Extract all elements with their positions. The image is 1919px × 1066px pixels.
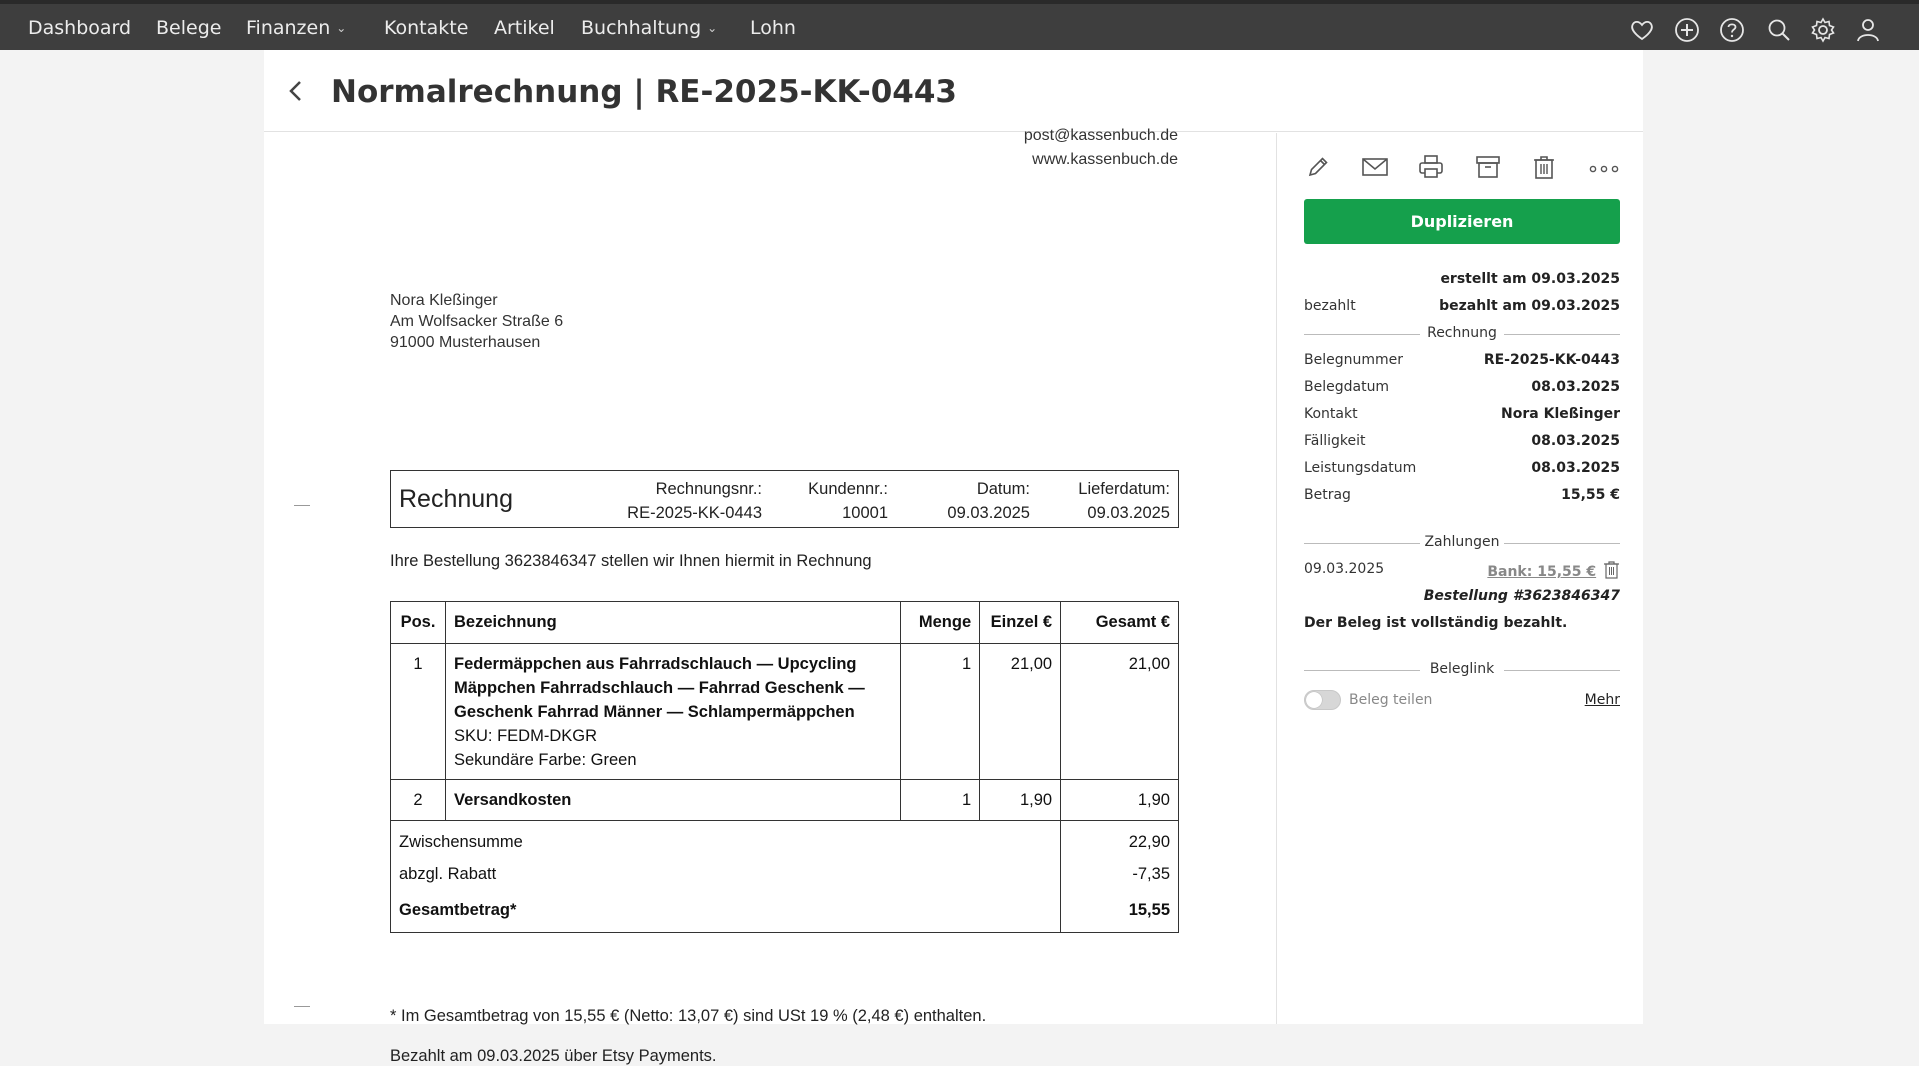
more-link[interactable]: Mehr [1584,692,1620,708]
payment-amount-link[interactable]: Bank: 15,55 € [1487,564,1597,580]
field-value: 08.03.2025 [1531,379,1620,395]
discount-label: abzgl. Rabatt [391,861,1061,891]
discount-row [391,861,1179,891]
top-navigation [0,0,1919,50]
nav-dashboard[interactable]: Dashboard [28,17,132,39]
document-preview [264,127,1276,1065]
field-label: Fälligkeit [1304,433,1366,449]
line-items-table [390,601,1179,933]
nav-belege[interactable]: Belege [156,17,222,39]
delivery-label: Lieferdatum: [1078,480,1170,498]
gear-icon[interactable] [1809,16,1837,44]
payment-reference: Bestellung #3623846347 [1423,588,1620,604]
payment-reference-row [1304,588,1620,610]
item-sku: SKU: FEDM-DKGR [453,727,597,745]
field-label: Belegnummer [1304,352,1403,368]
customer-number-label: Kundennr.: [808,480,888,498]
fully-paid-row [1304,615,1620,637]
payment-note: Bezahlt am 09.03.2025 über Etsy Payments. [390,1047,717,1065]
cell-pos: 2 [391,780,446,821]
delivery-col [1078,477,1170,525]
subtotal-label: Zwischensumme [391,821,1061,861]
customer-number: 10001 [842,504,888,522]
item-color: Sekundäre Farbe: Green [453,751,637,769]
page-title: Normalrechnung | RE-2025-KK-0443 [331,74,957,110]
card-header [264,50,1643,132]
nav-artikel[interactable]: Artikel [494,17,555,39]
fold-mark [294,505,310,506]
section-payments [1304,533,1620,553]
sender-email: post@kassenbuch.de [1023,127,1178,144]
more-icon[interactable] [1588,153,1620,181]
date-col [947,477,1030,525]
nav-kontakte[interactable]: Kontakte [384,17,469,39]
user-icon[interactable] [1854,16,1882,44]
field-label: Betrag [1304,487,1351,503]
edit-icon[interactable] [1304,153,1332,181]
duplicate-button[interactable]: Duplizieren [1304,199,1620,244]
share-row [1304,690,1620,714]
invoice-number-col [627,477,762,525]
invoice-date: 09.03.2025 [947,504,1030,522]
search-icon[interactable] [1765,16,1793,44]
payment-row [1304,561,1620,583]
delivery-date: 09.03.2025 [1087,504,1170,522]
section-invoice [1304,324,1620,344]
cell-unit-price: 21,00 [980,644,1061,780]
invoice-number-label: Rechnungsnr.: [655,480,762,498]
field-row [1304,487,1620,509]
tax-footnote: * Im Gesamtbetrag von 15,55 € (Netto: 13,07 €) sind USt 19 % (2,48 €) enthalten. [390,1007,987,1025]
field-row [1304,460,1620,482]
column-header-pos: Pos. [391,602,446,644]
subtotal-value: 22,90 [1061,821,1179,861]
heart-icon[interactable] [1628,16,1656,44]
cell-description: Versandkosten [445,780,900,821]
field-row [1304,406,1620,428]
field-label: Kontakt [1304,406,1358,422]
payment-amount-group [1487,561,1620,580]
payment-date: 09.03.2025 [1304,561,1385,577]
field-label: Belegdatum [1304,379,1390,395]
intro-text: Ihre Bestellung 3623846347 stellen wir Ihnen hiermit in Rechnung [390,552,872,570]
column-header-unit-price: Einzel € [980,602,1061,644]
invoice-info-box [390,470,1179,528]
cell-pos: 1 [391,644,446,780]
cell-total: 21,00 [1061,644,1179,780]
section-link-title: Beleglink [1429,661,1495,677]
sender-website: www.kassenbuch.de [1032,151,1178,168]
share-label: Beleg teilen [1349,692,1433,708]
customer-number-col [808,477,888,525]
section-invoice-title: Rechnung [1427,325,1497,341]
field-label: Leistungsdatum [1304,460,1417,476]
recipient-city: 91000 Musterhausen [390,334,541,351]
back-button[interactable] [280,74,310,108]
nav-buchhaltung[interactable] [581,17,717,39]
mail-icon[interactable] [1360,153,1390,181]
recipient-street: Am Wolfsacker Straße 6 [390,313,564,330]
archive-icon[interactable] [1474,153,1502,181]
print-icon[interactable] [1417,153,1445,181]
recipient-name: Nora Kleßinger [390,292,498,309]
fully-paid-text: Der Beleg ist vollständig bezahlt. [1304,615,1568,631]
status-row [1304,298,1620,320]
trash-icon[interactable] [1603,561,1620,579]
nav-buchhaltung-label: Buchhaltung [581,17,702,39]
field-value: 08.03.2025 [1531,460,1620,476]
plus-circle-icon[interactable] [1673,16,1701,44]
status-value: bezahlt am 09.03.2025 [1439,298,1620,314]
grand-total-row [391,891,1179,933]
help-icon[interactable] [1718,16,1746,44]
chevron-left-icon [280,74,310,108]
table-header-row [391,602,1179,644]
column-header-description: Bezeichnung [445,602,900,644]
column-header-total: Gesamt € [1061,602,1179,644]
field-value: 15,55 € [1561,487,1620,503]
created-row [1304,271,1620,293]
column-header-quantity: Menge [901,602,980,644]
share-toggle[interactable] [1304,690,1341,710]
nav-lohn[interactable]: Lohn [750,17,796,39]
fold-mark [294,1006,310,1007]
trash-icon[interactable] [1530,153,1558,181]
cell-total: 1,90 [1061,780,1179,821]
chevron-down-icon: ⌄ [336,21,347,35]
invoice-heading: Rechnung [399,485,513,513]
grand-total-label: Gesamtbetrag* [391,891,1061,933]
table-row [391,644,1179,780]
date-label: Datum: [976,480,1030,498]
sidebar-divider [1276,133,1277,1024]
field-value: 08.03.2025 [1531,433,1620,449]
created-value: erstellt am 09.03.2025 [1440,271,1620,287]
cell-quantity: 1 [901,780,980,821]
status-label: bezahlt [1304,298,1356,314]
field-value: Nora Kleßinger [1501,406,1620,422]
cell-unit-price: 1,90 [980,780,1061,821]
discount-value: -7,35 [1061,861,1179,891]
field-row [1304,379,1620,401]
field-value: RE-2025-KK-0443 [1483,352,1620,368]
field-row [1304,433,1620,455]
item-title: Federmäppchen aus Fahrradschlauch — Upcycling Mäppchen Fahrradschlauch — Fahrrad Geschenk — Geschenk Fahrrad Männer — Schlampermäppchen [453,655,865,721]
document-card [264,50,1643,1065]
nav-finanzen-label: Finanzen [246,17,331,39]
section-link [1304,660,1620,680]
recipient-address [390,290,563,353]
subtotal-row [391,821,1179,861]
cell-description [445,644,900,780]
nav-finanzen[interactable] [246,17,346,39]
chevron-down-icon: ⌄ [707,21,718,35]
grand-total-value: 15,55 [1061,891,1179,933]
field-row [1304,352,1620,374]
invoice-number: RE-2025-KK-0443 [627,504,762,522]
section-payments-title: Zahlungen [1424,534,1500,550]
action-toolbar [1304,153,1620,183]
cell-quantity: 1 [901,644,980,780]
table-row [391,780,1179,821]
